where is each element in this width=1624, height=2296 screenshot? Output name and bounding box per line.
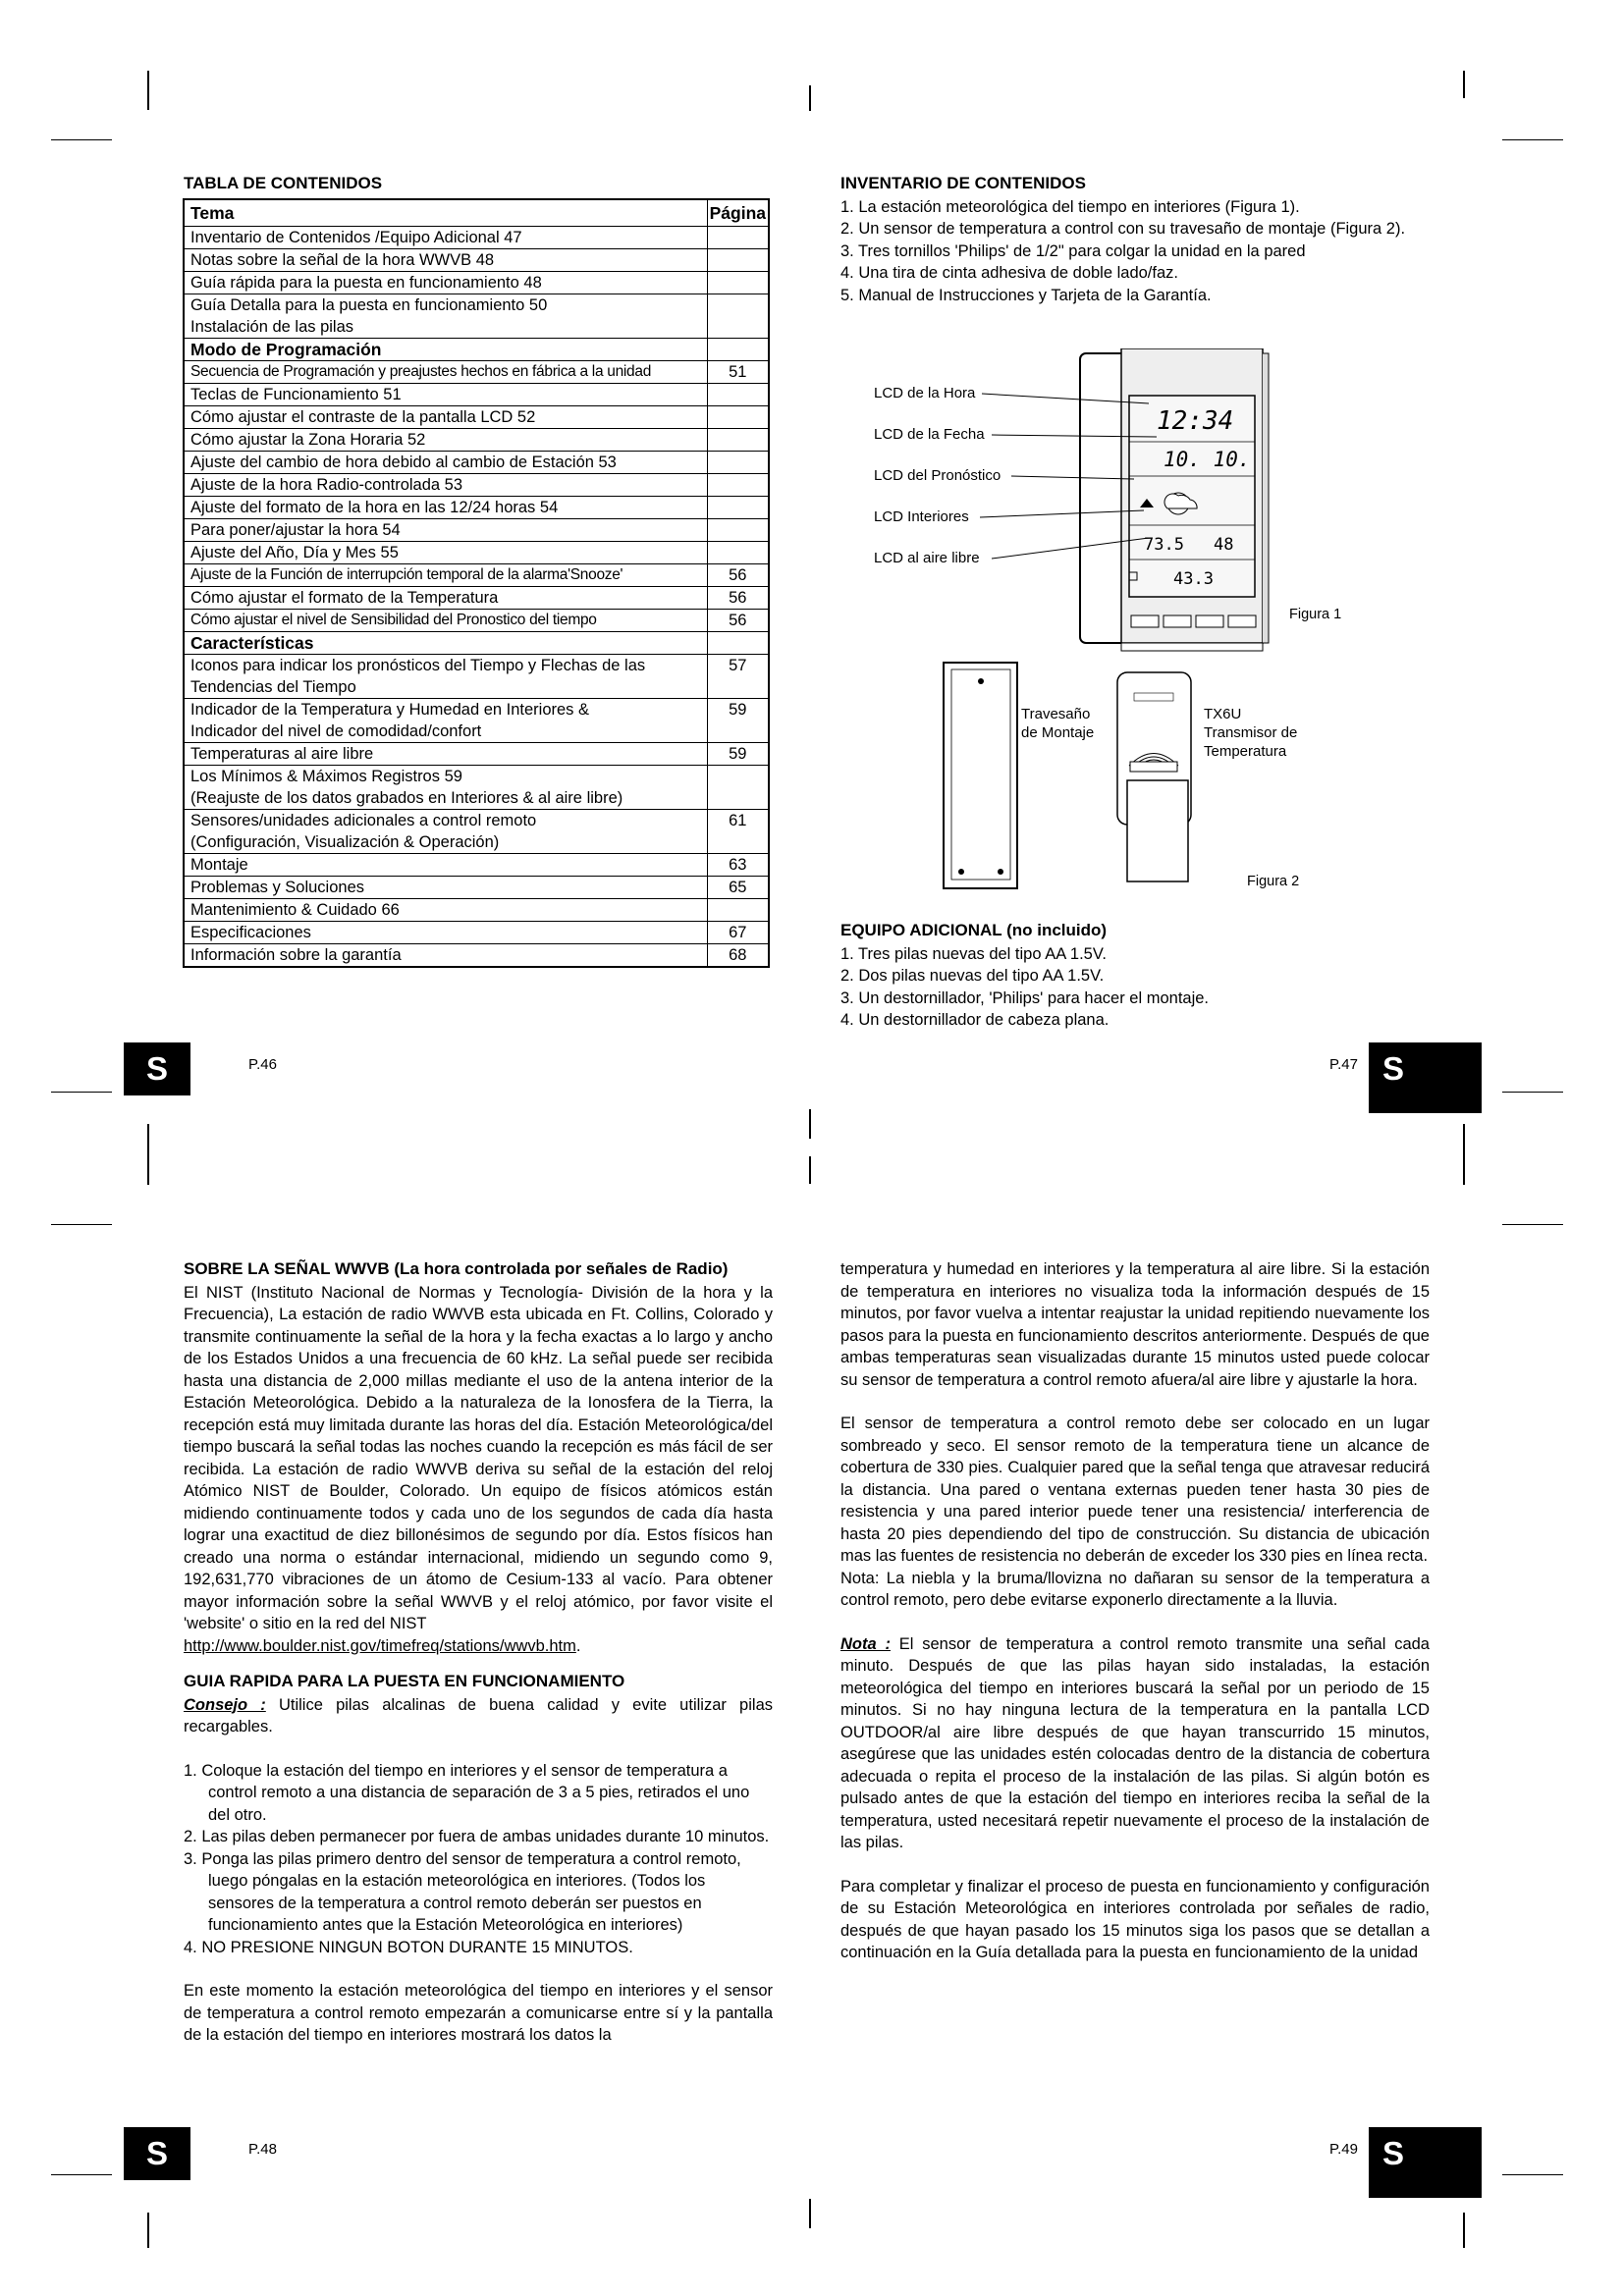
toc-row	[184, 721, 769, 743]
toc-topic: Iconos para indicar los pronósticos del Tiempo y Flechas de las	[184, 655, 707, 677]
wwvb-body: El NIST (Instituto Nacional de Normas y Tecnología- División de la hora y la Frecuencia), La estación de radio WWVB esta ubicada en Ft. Collins, Colorado y transmite continuamente la señal de la hora y la fecha exactas a lo largo y ancho de los Estados Unidos a una frecuencia de 60 kHz. La señal puede ser recibida hasta una distancia de 2,000 millas mediante el uso de la antena interior de la Estación Meteorológica. Debido a la naturaleza de la Ionosfera de la Tierra, la recepción está muy limitada durante las horas del día. Estación Meteorológica/del tiempo buscará la señal todas las noches cuando la recepción es más fácil de ser recibida. La estación de radio WWVB deriva su señal de la estación del reloj Atómico NIST de Boulder, Colorado. Un equipo de físicos atómicos están midiendo continuamente todos y cada uno de los segundos de cada día hasta lograr una exactitud de diez billonésimos de segundo por día. Estos físicos han creado una norma o estándar internacional, midiendo un segundo como 9, 192,631,770 vibraciones de un átomo de Cesium-133 al vacío. Para obtener mayor información sobre la señal WWVB y el reloj atómico, por favor visite el 'website' o sitio en la red del NIST	[184, 1283, 773, 1632]
toc-row	[184, 294, 769, 317]
toc-title: TABLA DE CONTENIDOS	[184, 174, 383, 192]
toc-page: 56	[707, 610, 769, 632]
toc-topic: Cómo ajustar el contraste de la pantalla LCD 52	[184, 406, 707, 429]
toc-topic: Información sobre la garantía	[184, 944, 707, 968]
p49-para-3: Nota: La niebla y la bruma/llovizna no dañaran su sensor de la temperatura a control remoto, pero debe evitarse exponerlo directamente a la lluvia.	[840, 1569, 1430, 1609]
toc-topic: Ajuste del Año, Día y Mes 55	[184, 542, 707, 564]
page-number-p46: P.46	[248, 1056, 277, 1073]
quick-step: 3. Ponga las pilas primero dentro del sensor de temperatura a control remoto, luego póngalas en la estación meteorológica en interiores. (Todos los sensores de la temperatura a control remoto deberán ser puestos en funcionamiento antes que la Estación Meteorológica en interiores)	[184, 1849, 741, 1934]
toc-topic: Mantenimiento & Cuidado 66	[184, 899, 707, 922]
p49-para-1: temperatura y humedad en interiores y la temperatura al aire libre. Si la estación de temperatura en interiores no visualiza toda la información después de 15 minutos, por favor vuelva a intentar reajustar la unidad repitiendo nuevamente los pasos para la puesta en funcionamiento descritos anteriormente. Después de que ambas temperaturas sean visualizadas durante 15 minutos usted puede colocar su sensor de temperatura a control remoto afuera/al aire libre y ajustarle la hora.	[840, 1260, 1430, 1389]
lcd-date-value: 10. 10.	[1164, 448, 1251, 471]
toc-col-page: Página	[707, 199, 769, 227]
toc-col-topic: Tema	[184, 199, 707, 227]
toc-topic: Instalación de las pilas	[184, 316, 707, 339]
toc-topic: (Reajuste de los datos grabados en Interiores & al aire libre)	[184, 787, 707, 810]
figure-1-label-outdoor: LCD al aire libre	[874, 550, 980, 566]
toc-topic: Guía rápida para la puesta en funcionamiento 48	[184, 272, 707, 294]
toc-row	[184, 429, 769, 452]
toc-row	[184, 564, 769, 587]
toc-page	[707, 721, 769, 743]
toc-topic: Cómo ajustar el formato de la Temperatura	[184, 587, 707, 610]
toc-page	[707, 249, 769, 272]
toc-row	[184, 854, 769, 877]
toc-page	[707, 787, 769, 810]
inventory-item: 5. Manual de Instrucciones y Tarjeta de la Garantía.	[840, 286, 1212, 304]
toc-page	[707, 519, 769, 542]
toc-row	[184, 610, 769, 632]
equipment-item: 2. Dos pilas nuevas del tipo AA 1.5V.	[840, 967, 1105, 985]
section-badge-p47: S	[1369, 1042, 1482, 1113]
section-badge-p46: S	[124, 1042, 190, 1095]
toc-topic: Los Mínimos & Máximos Registros 59	[184, 766, 707, 788]
toc-topic: Modo de Programación	[184, 339, 707, 361]
inventory-item: 3. Tres tornillos 'Philips' de 1/2" para colgar la unidad en la pared	[840, 241, 1306, 260]
toc-row	[184, 406, 769, 429]
toc-page	[707, 406, 769, 429]
toc-row	[184, 655, 769, 677]
toc-page: 51	[707, 361, 769, 384]
quick-step: 2. Las pilas deben permanecer por fuera de ambas unidades durante 10 minutos.	[184, 1828, 770, 1845]
toc-row	[184, 944, 769, 968]
toc-row	[184, 249, 769, 272]
toc-topic: Ajuste de la Función de interrupción temporal de la alarma'Snooze'	[184, 564, 707, 587]
figure-1-label-indoor: LCD Interiores	[874, 508, 969, 525]
toc-topic: Para poner/ajustar la hora 54	[184, 519, 707, 542]
equipment-title: EQUIPO ADICIONAL (no incluido)	[840, 921, 1108, 939]
lcd-indoor-temp-value: 73.5	[1144, 535, 1184, 555]
toc-row	[184, 384, 769, 406]
figure-1-label-forecast: LCD del Pronóstico	[874, 467, 1001, 484]
equipment-item: 3. Un destornillador, 'Philips' para hacer el montaje.	[840, 988, 1210, 1007]
toc-page: 65	[707, 877, 769, 899]
figure-1-label-time: LCD de la Hora	[874, 385, 976, 401]
section-badge-p48: S	[124, 2127, 190, 2180]
toc-page	[707, 542, 769, 564]
toc-topic: Inventario de Contenidos /Equipo Adicional 47	[184, 227, 707, 249]
toc-page: 61	[707, 810, 769, 832]
page-number-p48: P.48	[248, 2141, 277, 2158]
inventory-section	[840, 173, 1435, 306]
toc-row	[184, 519, 769, 542]
toc-topic: Cómo ajustar el nivel de Sensibilidad del Pronostico del tiempo	[184, 610, 707, 632]
toc-page	[707, 632, 769, 655]
toc-topic: Temperaturas al aire libre	[184, 743, 707, 766]
toc-page	[707, 227, 769, 249]
toc-page	[707, 294, 769, 317]
p49-para-2: El sensor de temperatura a control remoto debe ser colocado en un lugar sombreado y seco. El sensor remoto de la temperatura tiene un alcance de cobertura de 330 pies. Cualquier pared que la señal tenga que atravesar reducirá la distancia. Una pared o ventana externas pueden tener hasta 30 pies de resistencia y una pared interior puede tener una resistencia/ interferencia de hasta 20 pies dependiendo del tipo de construcción. Su distancia de ubicación mas las fuentes de resistencia no deberán de exceder los 330 pies en línea recta.	[840, 1415, 1430, 1565]
toc-topic: Sensores/unidades adicionales a control remoto	[184, 810, 707, 832]
toc-topic: Características	[184, 632, 707, 655]
figure-2-sensor	[938, 658, 1350, 898]
page-number-p49: P.49	[1329, 2141, 1358, 2158]
wwvb-section: SOBRE LA SEÑAL WWVB (La hora controlada por señales de Radio) El NIST (Instituto Nacional de Normas y Tecnología- División de la hora y la Frecuencia), La estación de radio WWVB esta ubicada en Ft. Collins, Colorado y transmite continuamente la señal de la hora y la fecha exactas a lo largo y ancho de los Estados Unidos a una frecuencia de 60 kHz. La señal puede ser recibida hasta una distancia de 2,000 millas mediante el uso de la antena interior de la Estación Meteorológica. Debido a la naturaleza de la Ionosfera de la Tierra, la recepción está muy limitada durante las horas del día. Estación Meteorológica/del tiempo buscará la señal todas las noches cuando la recepción es más fácil de ser recibida. La estación de radio WWVB deriva su señal de la estación del reloj Atómico NIST de Boulder, Colorado. Un equipo de físicos atómicos están midiendo continuamente todos y cada uno de los segundos de cada día hasta lograr una exactitud de diez billonésimos de segundo por día. Estos físicos han creado una norma o estándar internacional, midiendo un segundo como 9, 192,631,770 vibraciones de un átomo de Cesium-133 al vacío. Para obtener mayor información sobre la señal WWVB y el reloj atómico, por favor visite el 'website' o sitio en la red del NIST http://www.boulder.nist.gov/timefreq/stations/wwvb.htm. GUIA RAPIDA PARA LA PUESTA EN FUNCIONAMIENTO Consejo : Utilice pilas alcalinas de buena calidad y evite utilizar pilas recargables. 1. Coloque la estación del tiempo en interiores y el sensor de temperatura a control remoto a una distancia de separación de 3 a 5 pies, retirados el uno del otro. 2. Las pilas deben permanecer por fuera de ambas unidades durante 10 minutos. 3. Ponga las pilas primero dentro del sensor de temperatura a control remoto, luego póngalas en la estación meteorológica en interiores. (Todos los sensores de la temperatura a control remoto deberán ser puestos en funcionamiento antes que la Estación Meteorológica en interiores) 4. NO PRESIONE NINGUN BOTON DURANTE 15 MINUTOS. En este momento la estación meteorológica del tiempo en interiores y el sensor de temperatura a control remoto empezarán a comunicarse entre sí y la pantalla de la estación del tiempo en interiores mostrará los datos la	[184, 1258, 773, 2047]
quick-step: 4. NO PRESIONE NINGUN BOTON DURANTE 15 MINUTOS.	[184, 1938, 633, 1956]
quick-title: GUIA RAPIDA PARA LA PUESTA EN FUNCIONAMIENTO	[184, 1672, 625, 1690]
quick-closing: En este momento la estación meteorológica del tiempo en interiores y el sensor de temperatura a control remoto empezarán a comunicarse entre sí y la pantalla de la estación del tiempo en interiores mostrará los datos la	[184, 1982, 773, 2044]
toc-row	[184, 361, 769, 384]
figure-2-sensor-label: TX6U Transmisor de Temperatura	[1204, 706, 1298, 760]
toc-page	[707, 339, 769, 361]
toc-topic: Cómo ajustar la Zona Horaria 52	[184, 429, 707, 452]
toc-page	[707, 766, 769, 788]
toc-topic: Tendencias del Tiempo	[184, 676, 707, 699]
toc-row	[184, 831, 769, 854]
toc-row	[184, 787, 769, 810]
wwvb-title: SOBRE LA SEÑAL WWVB (La hora controlada por señales de Radio)	[184, 1259, 729, 1278]
equipment-item: 1. Tres pilas nuevas del tipo AA 1.5V.	[840, 944, 1107, 963]
toc-row	[184, 339, 769, 361]
toc-topic: Problemas y Soluciones	[184, 877, 707, 899]
figure-2-caption: Figura 2	[1247, 874, 1300, 889]
inventory-title: INVENTARIO DE CONTENIDOS	[840, 174, 1086, 192]
toc-row	[184, 497, 769, 519]
toc-page	[707, 497, 769, 519]
inventory-item: 4. Una tira de cinta adhesiva de doble lado/faz.	[840, 264, 1178, 282]
toc-row	[184, 743, 769, 766]
p49-para-4: Nota : El sensor de temperatura a control remoto transmite una señal cada minuto. Después de que las pilas hayan sido instaladas, la estación meteorológica del tiempo en interiores buscará la señal por un periodo de 15 minutos. Si no hay ninguna lectura de la temperatura en la pantalla LCD OUTDOOR/al aire libre después de que hayan transcurrido 15 minutos, asegúrese que las unidades estén colocadas dentro de la distancia de cobertura adecuada o repita el proceso de la instalación de las pilas. Si algún botón es pulsado antes de que la estación del tiempo en interiores reciba la señal de la temperatura, usted necesitará repetir nuevamente el proceso de la instalación de las pilas.	[840, 1634, 1430, 1851]
toc-page: 59	[707, 743, 769, 766]
toc-row	[184, 632, 769, 655]
toc-page	[707, 384, 769, 406]
toc-row	[184, 316, 769, 339]
toc-page: 57	[707, 655, 769, 677]
lcd-time-value: 12:34	[1157, 406, 1234, 436]
nist-link[interactable]: http://www.boulder.nist.gov/timefreq/stations/wwvb.htm	[184, 1636, 576, 1655]
equipment-item: 4. Un destornillador de cabeza plana.	[840, 1011, 1110, 1029]
toc-topic: Guía Detalla para la puesta en funcionamiento 50	[184, 294, 707, 317]
toc-header-row	[184, 199, 769, 227]
toc-page	[707, 676, 769, 699]
toc-row	[184, 766, 769, 788]
toc-row	[184, 542, 769, 564]
lcd-indoor-humidity-value: 48	[1214, 535, 1234, 555]
toc-page: 63	[707, 854, 769, 877]
quick-step: 1. Coloque la estación del tiempo en interiores y el sensor de temperatura a control remoto a una distancia de separación de 3 a 5 pies, retirados el uno del otro.	[184, 1761, 750, 1824]
toc-row	[184, 899, 769, 922]
toc-page	[707, 899, 769, 922]
p49-section	[840, 1258, 1430, 1964]
quick-tip: Consejo : Utilice pilas alcalinas de buena calidad y evite utilizar pilas recargables.	[184, 1695, 773, 1735]
toc-page	[707, 452, 769, 474]
toc-topic: Especificaciones	[184, 922, 707, 944]
toc-table	[183, 198, 770, 968]
lcd-outdoor-temp-value: 43.3	[1173, 569, 1214, 589]
figure-1-caption: Figura 1	[1289, 607, 1342, 622]
toc-topic: Secuencia de Programación y preajustes hechos en fábrica a la unidad	[184, 361, 707, 384]
toc-row	[184, 452, 769, 474]
toc-row	[184, 227, 769, 249]
toc-topic: Teclas de Funcionamiento 51	[184, 384, 707, 406]
toc-row	[184, 474, 769, 497]
toc-page	[707, 316, 769, 339]
toc-page: 56	[707, 587, 769, 610]
toc-row	[184, 810, 769, 832]
toc-page: 67	[707, 922, 769, 944]
figure-1-label-date: LCD de la Fecha	[874, 426, 985, 443]
toc-topic: Montaje	[184, 854, 707, 877]
toc-topic: Ajuste del formato de la hora en las 12/24 horas 54	[184, 497, 707, 519]
equipment-section	[840, 920, 1435, 1032]
p49-para-5: Para completar y finalizar el proceso de puesta en funcionamiento y configuración de su Estación Meteorológica en interiores controlada por señales de radio, después de que hayan pasado los 15 minutos siga los pasos que se detallan a continuación en la Guía detallada para la puesta en funcionamiento de la unidad	[840, 1877, 1430, 1961]
toc-topic: (Configuración, Visualización & Operación)	[184, 831, 707, 854]
page-number-p47: P.47	[1329, 1056, 1358, 1073]
toc-page: 68	[707, 944, 769, 968]
toc-row	[184, 676, 769, 699]
toc-topic: Ajuste de la hora Radio-controlada 53	[184, 474, 707, 497]
toc-row	[184, 922, 769, 944]
inventory-item: 2. Un sensor de temperatura a control con su travesaño de montaje (Figura 2).	[840, 220, 1406, 238]
toc-row	[184, 587, 769, 610]
toc-row	[184, 272, 769, 294]
toc-topic: Indicador de la Temperatura y Humedad en Interiores &	[184, 699, 707, 721]
toc-row	[184, 699, 769, 721]
inventory-item: 1. La estación meteorológica del tiempo en interiores (Figura 1).	[840, 197, 1300, 216]
toc-page: 59	[707, 699, 769, 721]
toc-row	[184, 877, 769, 899]
toc-topic: Indicador del nivel de comodidad/confort	[184, 721, 707, 743]
toc-topic: Notas sobre la señal de la hora WWVB 48	[184, 249, 707, 272]
toc-page	[707, 474, 769, 497]
toc-page: 56	[707, 564, 769, 587]
toc-page	[707, 831, 769, 854]
toc-topic: Ajuste del cambio de hora debido al cambio de Estación 53	[184, 452, 707, 474]
toc-page	[707, 272, 769, 294]
figure-2-bracket-label: Travesaño de Montaje	[1021, 706, 1095, 741]
section-badge-p49: S	[1369, 2127, 1482, 2198]
toc-page	[707, 429, 769, 452]
